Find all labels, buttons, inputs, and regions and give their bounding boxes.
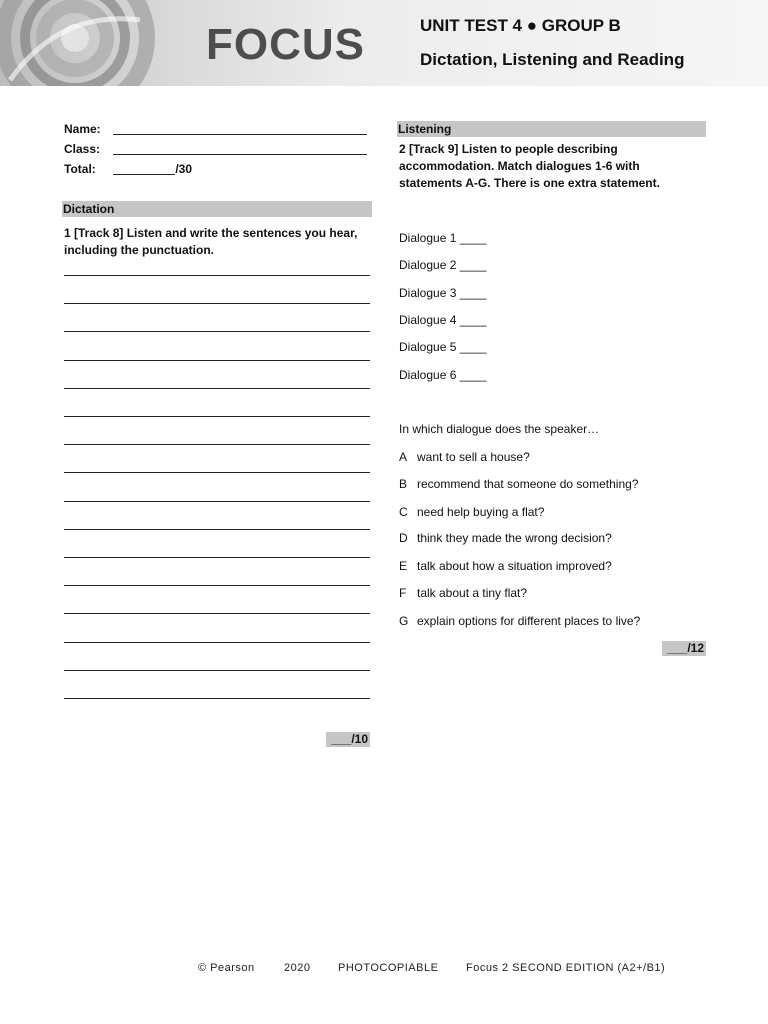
- dialogue-item: Dialogue 6 ____: [399, 368, 487, 382]
- swirl-logo-icon: [0, 0, 200, 86]
- statement-item: G explain options for different places to live?: [399, 614, 641, 628]
- name-row: [64, 122, 367, 136]
- answer-line[interactable]: [64, 557, 370, 558]
- question-intro: In which dialogue does the speaker…: [399, 422, 600, 436]
- listening-heading: Listening: [397, 121, 706, 137]
- answer-line[interactable]: [64, 472, 370, 473]
- name-label: Name:: [64, 122, 101, 136]
- total-field[interactable]: [113, 174, 175, 175]
- footer-copyright: © Pearson: [198, 962, 255, 974]
- page-title: UNIT TEST 4 ● GROUP B: [420, 16, 621, 35]
- dialogue-item: Dialogue 1 ____: [399, 231, 487, 245]
- total-row: [64, 162, 192, 176]
- class-field[interactable]: [113, 154, 367, 155]
- statement-item: B recommend that someone do something?: [399, 477, 639, 491]
- answer-line[interactable]: [64, 388, 370, 389]
- answer-line[interactable]: [64, 303, 370, 304]
- answer-line[interactable]: [64, 275, 370, 276]
- dictation-instruction: 1 [Track 8] Listen and write the sentences you hear, including the punctuation.: [64, 226, 358, 257]
- listening-score: ___/12: [662, 641, 706, 656]
- answer-line[interactable]: [64, 360, 370, 361]
- statement-item: A want to sell a house?: [399, 450, 530, 464]
- header-banner: [0, 0, 768, 86]
- brand-logo: FOCUS: [206, 20, 365, 69]
- footer-year: 2020: [284, 962, 311, 974]
- dialogue-item: Dialogue 2 ____: [399, 258, 487, 272]
- footer-edition: Focus 2 SECOND EDITION (A2+/B1): [466, 962, 666, 974]
- dialogue-item: Dialogue 4 ____: [399, 313, 487, 327]
- answer-line[interactable]: [64, 444, 370, 445]
- answer-line[interactable]: [64, 585, 370, 586]
- answer-line[interactable]: [64, 501, 370, 502]
- page-subtitle: Dictation, Listening and Reading: [420, 50, 685, 69]
- statement-item: D think they made the wrong decision?: [399, 531, 612, 545]
- footer-photocopiable: PHOTOCOPIABLE: [338, 962, 439, 974]
- total-label: Total:: [64, 162, 96, 176]
- answer-line[interactable]: [64, 331, 370, 332]
- class-row: [64, 142, 367, 156]
- answer-line[interactable]: [64, 613, 370, 614]
- name-field[interactable]: [113, 134, 367, 135]
- answer-line[interactable]: [64, 670, 370, 671]
- class-label: Class:: [64, 142, 101, 156]
- listening-instruction: 2 [Track 9] Listen to people describing accommodation. Match dialogues 1-6 with statements A-G. There is one extra statement.: [399, 142, 660, 190]
- dictation-score: ___/10: [326, 732, 370, 747]
- statement-item: E talk about how a situation improved?: [399, 559, 612, 573]
- dictation-heading: Dictation: [62, 201, 372, 217]
- statement-item: F talk about a tiny flat?: [399, 586, 528, 600]
- answer-line[interactable]: [64, 698, 370, 699]
- dialogue-item: Dialogue 5 ____: [399, 340, 487, 354]
- answer-line[interactable]: [64, 642, 370, 643]
- total-max: /30: [175, 162, 193, 176]
- answer-line[interactable]: [64, 529, 370, 530]
- dialogue-item: Dialogue 3 ____: [399, 286, 487, 300]
- answer-line[interactable]: [64, 416, 370, 417]
- statement-item: C need help buying a flat?: [399, 505, 545, 519]
